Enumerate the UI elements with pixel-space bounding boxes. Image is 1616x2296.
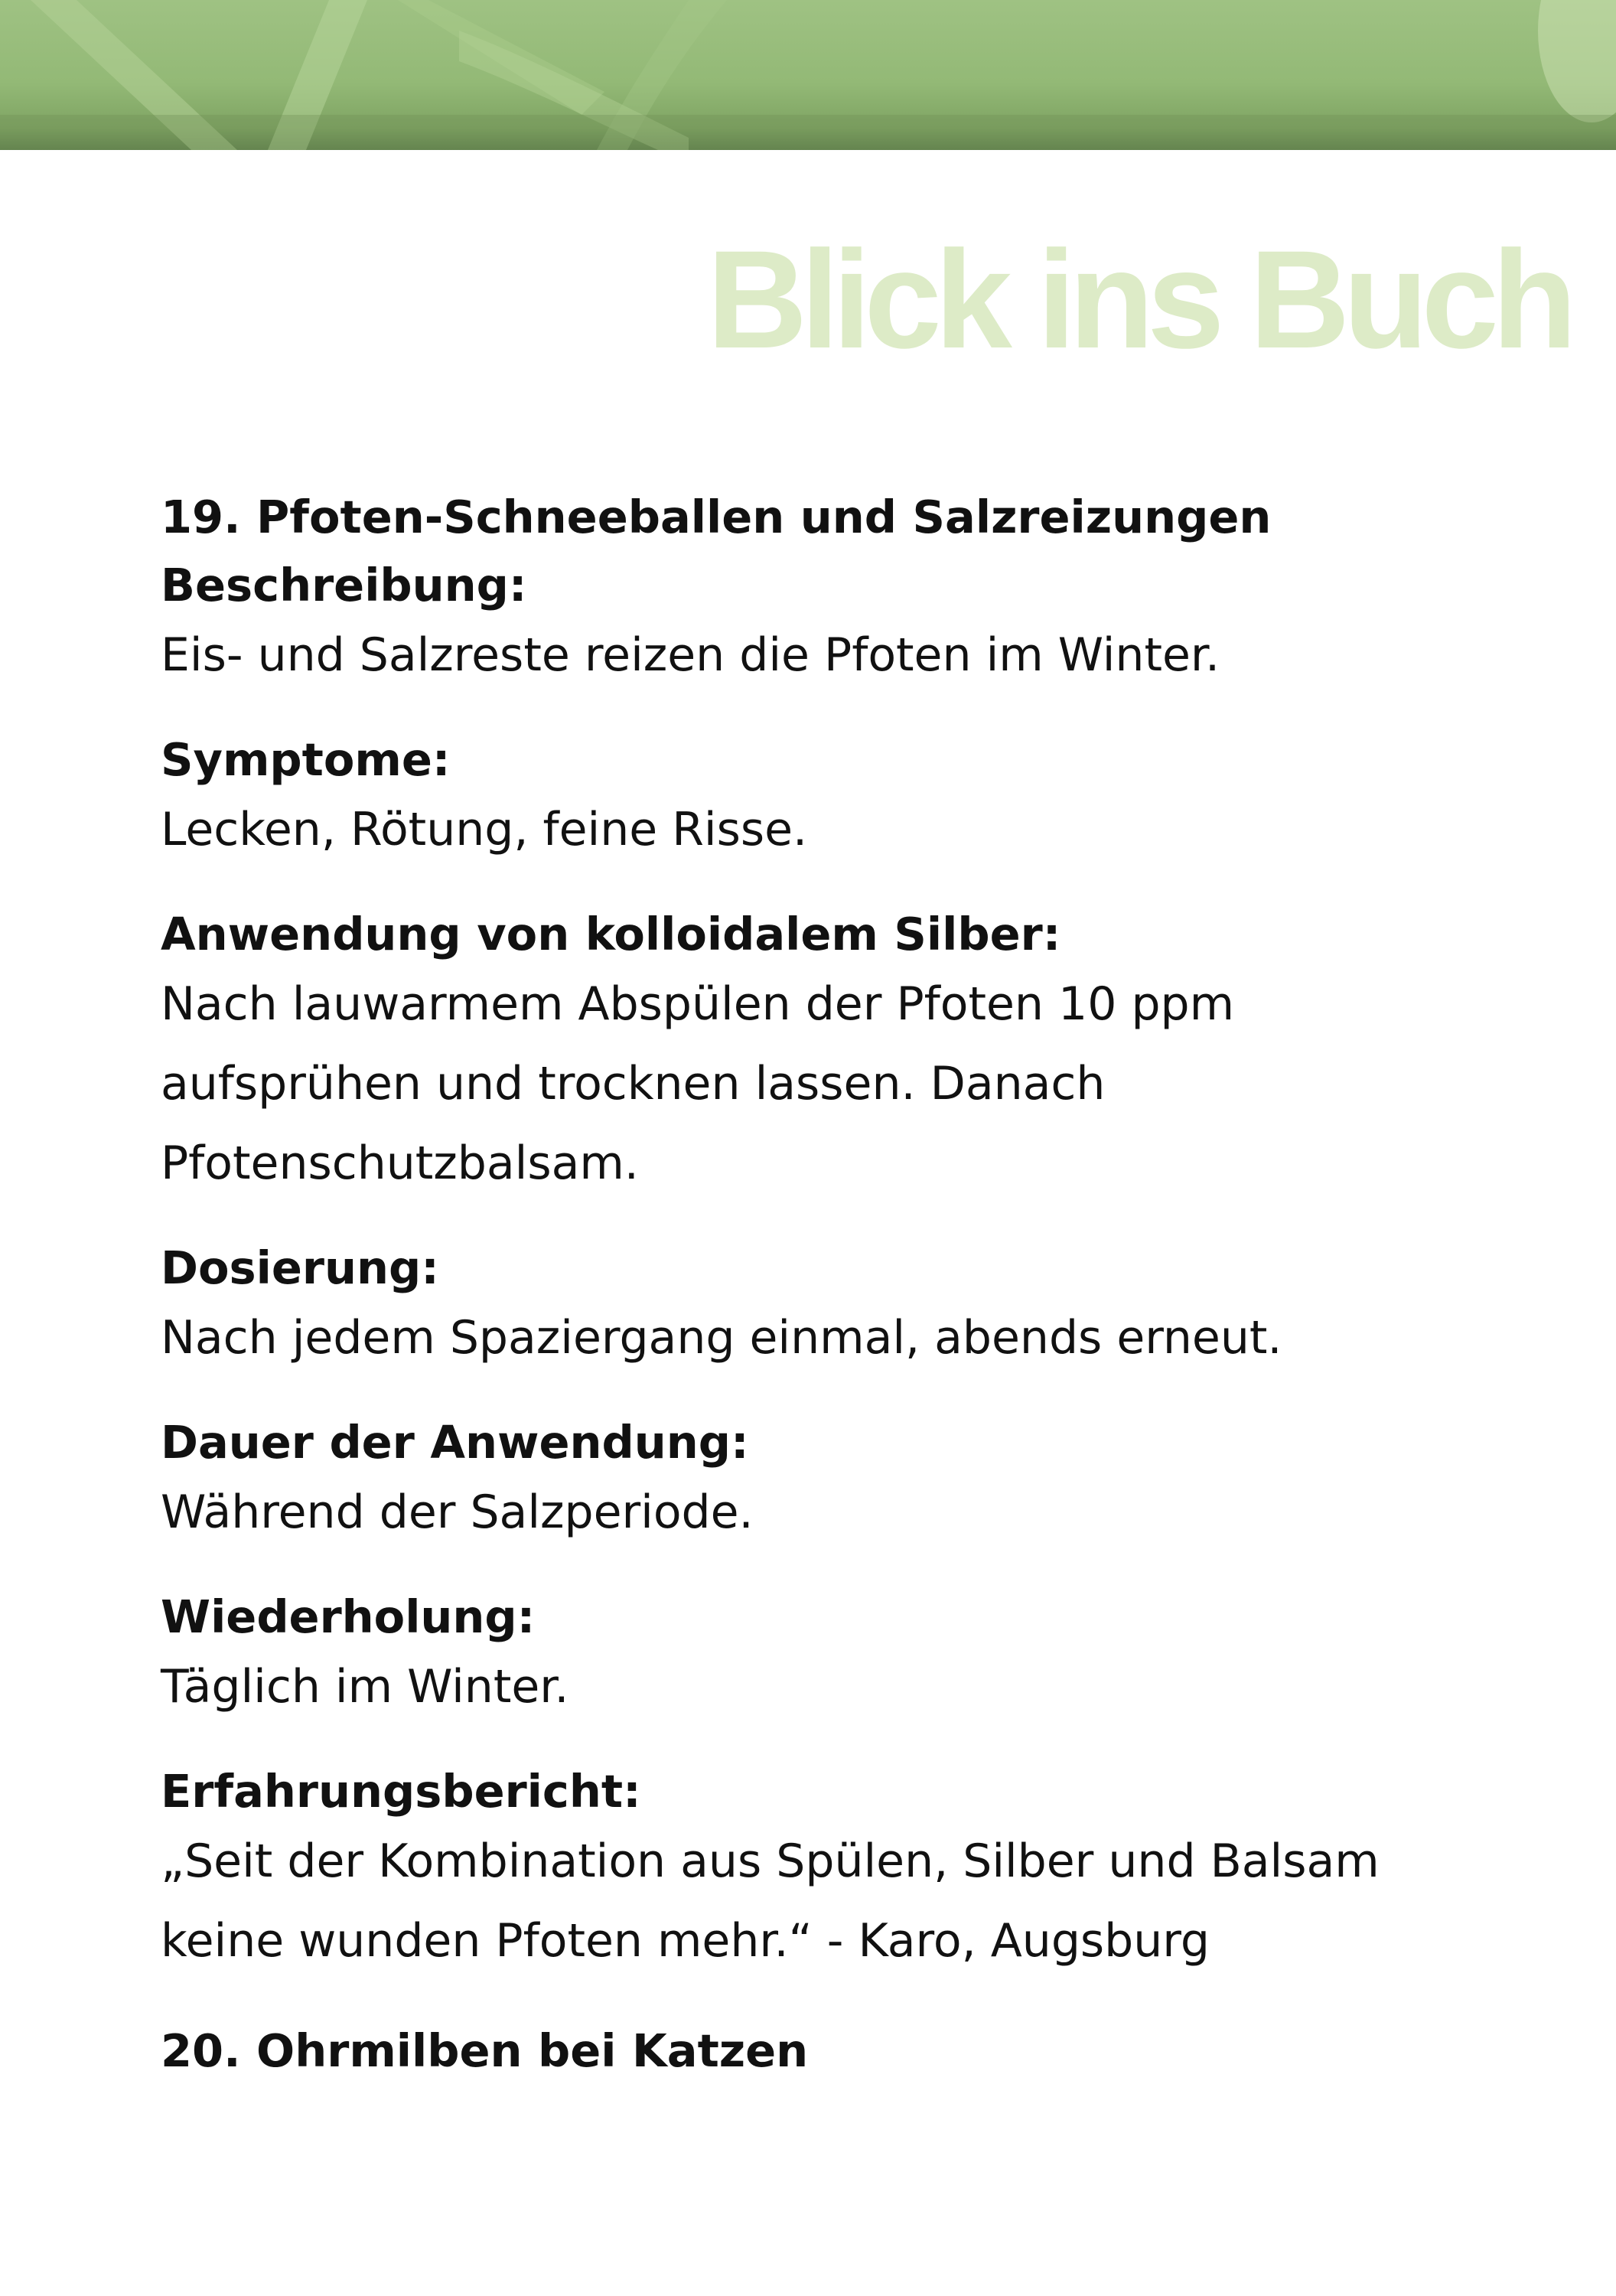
dosage-block [161,1238,1538,1378]
section-19-heading: 19. Pfoten-Schneeballen und Salzreizungen [161,491,1272,543]
symptoms-label: Symptome: [161,733,451,786]
symptoms-text: Lecken, Rötung, feine Risse. [161,803,808,856]
experience-label: Erfahrungsbericht: [161,1765,641,1818]
application-text-line-3: Pfotenschutzbalsam. [161,1137,639,1190]
application-block [161,905,1538,1203]
content [161,482,1538,2086]
symptoms-block [161,730,1538,869]
duration-block [161,1413,1538,1552]
description-label: Beschreibung: [161,559,527,612]
experience-block [161,1762,1538,1981]
dosage-text: Nach jedem Spaziergang einmal, abends erneut. [161,1311,1282,1365]
green-pattern-banner-icon [0,0,1616,150]
application-text-line-2: aufsprühen und trocknen lassen. Danach [161,1057,1106,1110]
repetition-block [161,1587,1538,1727]
repetition-label: Wiederholung: [161,1590,536,1643]
application-label: Anwendung von kolloidalem Silber: [161,908,1061,960]
duration-label: Dauer der Anwendung: [161,1416,749,1469]
dosage-label: Dosierung: [161,1241,439,1294]
description-text: Eis- und Salzreste reizen die Pfoten im Winter. [161,628,1220,682]
page-title: Blick ins Buch [706,221,1570,377]
header-banner [0,0,1616,150]
application-text-line-1: Nach lauwarmem Abspülen der Pfoten 10 ppm [161,977,1235,1031]
duration-text: Während der Salzperiode. [161,1486,754,1539]
experience-text-line-1: „Seit der Kombination aus Spülen, Silber und Balsam [161,1835,1380,1888]
description-block [161,556,1538,695]
section-20-heading: 20. Ohrmilben bei Katzen [161,2024,809,2077]
experience-text-line-2: keine wunden Pfoten mehr.“ - Karo, Augsburg [161,1914,1210,1968]
repetition-text: Täglich im Winter. [161,1660,569,1714]
